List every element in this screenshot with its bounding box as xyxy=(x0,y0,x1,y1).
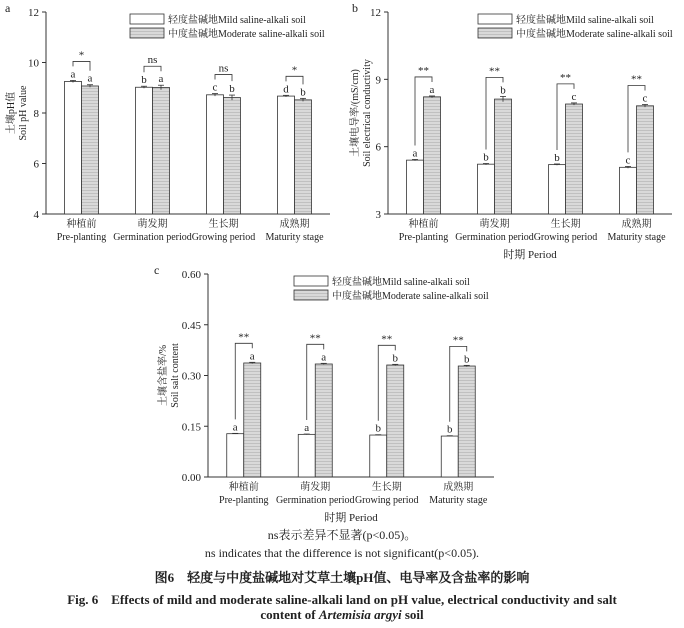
bar-moderate xyxy=(424,97,441,214)
significance-letter: a xyxy=(249,350,255,363)
y-tick-label: 6 xyxy=(33,158,39,171)
significance-letter: b xyxy=(141,74,147,87)
x-tick-label-en: Maturity stage xyxy=(429,495,488,506)
significance-mark: * xyxy=(291,64,298,77)
bar-moderate xyxy=(315,364,332,477)
significance-letter: b xyxy=(229,83,235,96)
x-axis-title: 时期 Period xyxy=(503,249,557,261)
bar-mild xyxy=(298,434,315,477)
x-tick-label-cn: 成熟期 xyxy=(443,482,474,493)
figure-caption-en-line1: Fig. 6 Effects of mild and moderate saline-alkali land on pH value, electrical conductivity and salt xyxy=(67,592,617,607)
legend-label-mild: 轻度盐碱地Mild saline-alkali soil xyxy=(332,277,470,288)
significance-bracket xyxy=(144,66,161,72)
bar-mild xyxy=(407,160,424,214)
x-tick-label-en: Germination period xyxy=(275,495,355,506)
chart-salt-content xyxy=(150,262,510,524)
significance-letter: b xyxy=(483,151,489,164)
significance-mark: ns xyxy=(147,54,158,67)
y-tick-label: 9 xyxy=(375,74,381,87)
significance-letter: b xyxy=(464,353,470,366)
panel-letter: c xyxy=(154,263,160,277)
bar-mild xyxy=(620,167,637,214)
x-tick-label-en: Pre-planting xyxy=(398,232,449,243)
bar-moderate xyxy=(244,363,261,477)
y-axis-title-cn: 土壤pH值 xyxy=(6,91,17,135)
significance-note-en: ns indicates that the difference is not significant(p<0.05). xyxy=(204,546,480,560)
y-tick-label: 8 xyxy=(33,108,39,120)
chart-conductivity xyxy=(342,0,684,262)
bar-mild xyxy=(65,81,82,214)
y-tick-label: 12 xyxy=(370,7,381,19)
significance-mark: ns xyxy=(218,62,229,75)
significance-note-cn: ns表示差异不显著(p<0.05)。 xyxy=(267,528,417,542)
bar-mild xyxy=(478,164,495,214)
significance-mark: ** xyxy=(631,73,642,86)
significance-bracket xyxy=(73,61,90,70)
y-axis-title-cn: 土壤含盐率/% xyxy=(158,344,169,407)
significance-letter: b xyxy=(447,423,453,436)
x-tick-label-en: Growing period xyxy=(191,232,256,243)
significance-mark: ** xyxy=(381,333,393,346)
significance-letter: a xyxy=(158,73,164,86)
y-axis-title-en: Soil salt content xyxy=(170,343,181,408)
significance-mark: ** xyxy=(418,64,429,77)
bar-moderate xyxy=(153,87,170,214)
caption-species: Artemisia argyi xyxy=(318,607,402,622)
x-tick-label-en: Maturity stage xyxy=(607,232,666,243)
legend-label-mild: 轻度盐碱地Mild saline-alkali soil xyxy=(168,15,306,26)
significance-letter: a xyxy=(87,72,93,85)
y-tick-label: 6 xyxy=(375,141,381,154)
y-axis-title-en: Soil electrical conductivity xyxy=(362,59,373,167)
significance-letter: c xyxy=(571,90,577,103)
legend-swatch-mild xyxy=(478,14,512,24)
significance-letter: a xyxy=(429,83,435,96)
x-tick-label-en: Pre-planting xyxy=(219,495,269,506)
figure-caption-cn: 图6 轻度与中度盐碱地对艾草土壤pH值、电导率及含盐率的影响 xyxy=(154,570,530,585)
significance-letter: b xyxy=(392,352,398,365)
y-tick-label: 0.45 xyxy=(181,319,201,332)
bar-moderate xyxy=(566,104,583,214)
significance-letter: a xyxy=(232,421,238,434)
x-tick-label-cn: 生长期 xyxy=(550,219,581,230)
significance-mark: ** xyxy=(452,334,464,347)
significance-letter: c xyxy=(642,92,648,105)
x-tick-label-cn: 生长期 xyxy=(371,482,402,493)
significance-mark: ** xyxy=(489,65,500,78)
significance-letter: d xyxy=(283,83,289,96)
x-tick-label-cn: 成熟期 xyxy=(621,219,652,230)
legend-swatch-moderate xyxy=(130,28,164,38)
x-tick-label-cn: 萌发期 xyxy=(300,482,331,493)
x-tick-label-cn: 成熟期 xyxy=(279,219,310,230)
x-tick-label-cn: 种植前 xyxy=(408,219,439,230)
x-tick-label-cn: 萌发期 xyxy=(137,219,168,230)
legend-label-moderate: 中度盐碱地Moderate saline-alkali soil xyxy=(516,29,673,40)
legend-swatch-moderate xyxy=(294,290,328,300)
x-tick-label-en: Growing period xyxy=(533,232,598,243)
y-tick-label: 4 xyxy=(33,209,39,221)
x-axis-title: 时期 Period xyxy=(324,512,378,524)
panel-letter: a xyxy=(5,1,11,15)
y-tick-label: 0.30 xyxy=(181,370,201,383)
bar-mild xyxy=(136,87,153,214)
bar-mild xyxy=(370,435,387,477)
bar-mild xyxy=(549,165,566,214)
significance-letter: a xyxy=(70,68,76,81)
y-tick-label: 0.60 xyxy=(181,269,201,281)
significance-letter: a xyxy=(304,422,310,435)
significance-letter: b xyxy=(500,84,506,97)
bar-moderate xyxy=(495,99,512,214)
y-axis-title-en: Soil pH value xyxy=(18,85,29,141)
y-tick-label: 12 xyxy=(28,7,39,19)
x-tick-label-en: Pre-planting xyxy=(56,232,107,243)
significance-mark: ** xyxy=(560,71,571,84)
legend-swatch-mild xyxy=(294,276,328,286)
bar-mild xyxy=(227,434,244,477)
x-tick-label-cn: 种植前 xyxy=(66,219,97,230)
significance-letter: c xyxy=(625,154,631,167)
x-tick-label-cn: 萌发期 xyxy=(479,219,510,230)
significance-letter: b xyxy=(554,151,560,164)
panel-letter: b xyxy=(352,1,358,15)
legend-label-moderate: 中度盐碱地Moderate saline-alkali soil xyxy=(332,291,489,302)
bar-moderate xyxy=(224,98,241,214)
bar-mild xyxy=(441,436,458,477)
y-tick-label: 0.00 xyxy=(181,472,201,484)
significance-mark: ** xyxy=(309,332,321,345)
significance-letter: a xyxy=(412,147,418,160)
legend-label-moderate: 中度盐碱地Moderate saline-alkali soil xyxy=(168,29,325,40)
bar-moderate xyxy=(387,365,404,477)
y-tick-label: 10 xyxy=(28,57,39,70)
y-tick-label: 0.15 xyxy=(181,421,201,434)
chart-ph xyxy=(0,0,342,262)
figure-caption-en-line2 xyxy=(0,607,684,623)
bar-moderate xyxy=(458,366,475,477)
bar-moderate xyxy=(82,86,99,214)
y-axis-title-cn: 土壤电导率/(mS/cm) xyxy=(350,69,361,157)
y-tick-label: 3 xyxy=(375,209,381,221)
bar-moderate xyxy=(637,106,654,214)
significance-mark: * xyxy=(78,49,85,62)
x-tick-label-en: Germination period xyxy=(113,232,192,243)
significance-letter: b xyxy=(375,422,381,435)
legend-swatch-moderate xyxy=(478,28,512,38)
x-tick-label-en: Germination period xyxy=(455,232,534,243)
significance-letter: b xyxy=(300,86,306,99)
bar-moderate xyxy=(295,100,312,214)
x-tick-label-cn: 生长期 xyxy=(208,219,239,230)
caption-prefix: content of xyxy=(260,607,319,622)
bar-mild xyxy=(207,95,224,214)
x-tick-label-cn: 种植前 xyxy=(228,482,259,493)
legend-label-mild: 轻度盐碱地Mild saline-alkali soil xyxy=(516,15,654,26)
significance-mark: ** xyxy=(238,331,250,344)
significance-letter: c xyxy=(212,81,218,94)
significance-bracket xyxy=(215,75,232,82)
caption-suffix: soil xyxy=(401,607,424,622)
x-tick-label-en: Maturity stage xyxy=(265,232,324,243)
bar-mild xyxy=(278,96,295,214)
x-tick-label-en: Growing period xyxy=(354,495,419,506)
significance-letter: a xyxy=(321,351,327,364)
legend-swatch-mild xyxy=(130,14,164,24)
